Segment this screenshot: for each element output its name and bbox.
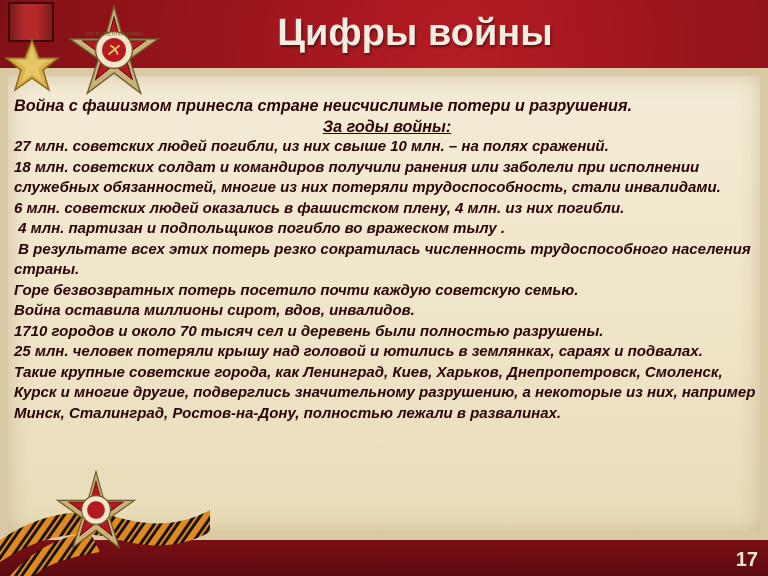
lead-paragraph: Война с фашизмом принесла стране неисчислимые потери и разрушения. bbox=[14, 97, 632, 115]
fact-line: 25 млн. человек потеряли крышу над головой и ютились в землянках, сараях и подвалах. bbox=[14, 343, 703, 360]
fact-line: Война оставила миллионы сирот, вдов, инвалидов. bbox=[14, 302, 415, 319]
page-title: Цифры войны bbox=[277, 12, 553, 54]
fact-line: Горе безвозвратных потерь посетило почти каждую советскую семью. bbox=[14, 281, 579, 299]
fact-line: В результате всех этих потерь резко сократилась численность трудоспособного населения страны. bbox=[14, 240, 755, 278]
body-text bbox=[14, 96, 760, 424]
order-inscription: ОТЕЧЕСТВЕННАЯ ВОЙНА bbox=[84, 32, 144, 38]
order-icon bbox=[56, 470, 136, 550]
fact-line: 6 млн. советских людей оказались в фашистском плену, 4 млн. из них погибли. bbox=[14, 199, 625, 217]
order-icon bbox=[68, 4, 160, 96]
slide-number: 17 bbox=[735, 549, 758, 571]
subheading: За годы войны: bbox=[322, 117, 452, 136]
medal-ribbon-icon bbox=[8, 2, 54, 42]
medal-icon bbox=[4, 38, 60, 94]
fact-line: Такие крупные советские города, как Ленинград, Киев, Харьков, Днепропетровск, Смоленск, Курск и многие другие, подверглись значительному разрушению, а некоторые из них, например Минск, Сталинград, Ростов-на-Дону, полностью лежали в развалинах. bbox=[14, 363, 760, 422]
fact-line: 1710 городов и около 70 тысяч сел и деревень были полностью разрушены. bbox=[14, 322, 604, 340]
fact-line: 27 млн. советских людей погибли, из них свыше 10 млн. – на полях сражений. bbox=[14, 138, 609, 155]
fact-line: 4 млн. партизан и подпольщиков погибло во вражеском тылу . bbox=[14, 220, 506, 237]
fact-line: 18 млн. советских солдат и командиров получили ранения или заболели при исполнении служебных обязанностей, многие из них потеряли трудоспособность, стали инвалидами. bbox=[14, 158, 721, 196]
